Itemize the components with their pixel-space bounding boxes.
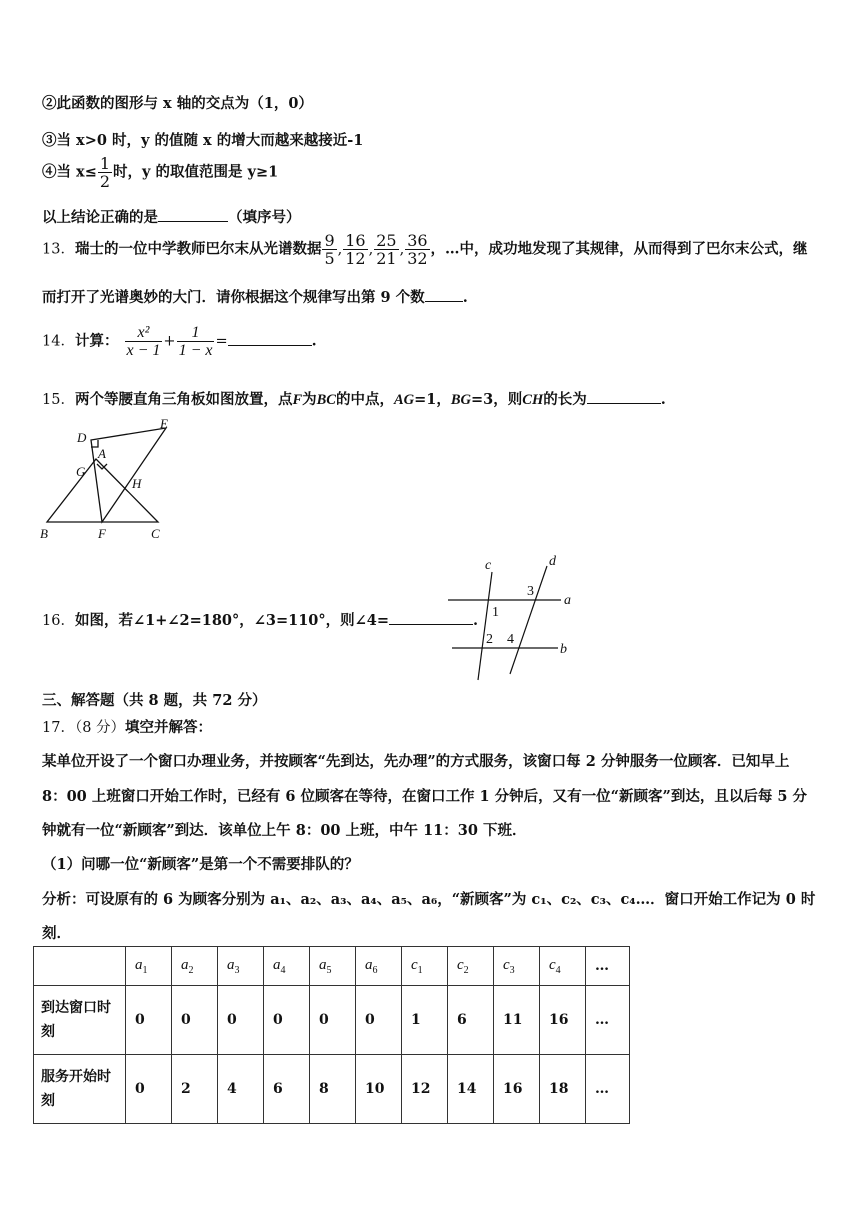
question-number: 15． (42, 392, 75, 408)
q15-line (42, 388, 666, 409)
table-cell: 11 (494, 986, 540, 1055)
row-label-service-start: 服务开始时 刻 (34, 1055, 126, 1124)
q15-figure (36, 414, 186, 544)
q15-text: 的中点， (335, 391, 394, 408)
q16-text: 如图，若∠1+∠2=180°，∠3=110°，则∠4= (74, 612, 390, 629)
q13-fraction-3 (374, 232, 398, 267)
q12-conclusion-suffix: （填序号） (228, 209, 301, 226)
frac-numerator: 25 (376, 231, 397, 250)
table-header-cell: $a_2$ (172, 947, 218, 986)
fig15-label-e: E (160, 416, 168, 431)
table-cell: 1 (402, 986, 448, 1055)
frac-denominator: 12 (345, 249, 366, 268)
row-label-arrival: 到达窗口时 刻 (34, 986, 126, 1055)
q15-text: 为 (302, 391, 317, 408)
section-title: 三、解答题（共 8 题，共 72 分） (42, 692, 267, 709)
table-header-cell: $a_1$ (126, 947, 172, 986)
table-cell: 8 (310, 1055, 356, 1124)
table-header-cell: $c_4$ (540, 947, 586, 986)
question-number: 13． (42, 241, 75, 258)
frac-denominator: 21 (376, 249, 397, 268)
table-header-cell: $c_1$ (402, 947, 448, 986)
frac-numerator: 1 (99, 154, 111, 173)
q13-fraction-2 (343, 232, 367, 267)
q14-fraction-1 (125, 324, 163, 359)
q17-subquestion-1: （1）问哪一位“新顾客”是第一个不需要排队的？ (42, 856, 359, 873)
fig15-label-b: B (40, 526, 48, 541)
q12-conclusion (42, 206, 301, 227)
table-cell: 4 (218, 1055, 264, 1124)
table-cell: 0 (126, 986, 172, 1055)
frac-numerator: 16 (345, 231, 366, 250)
fig15-label-d: D (77, 430, 87, 445)
q15-text: 的长为 (543, 391, 587, 408)
fig15-label-f: F (98, 526, 106, 541)
q17-paragraph-1: 某单位开设了一个窗口办理业务，并按顾客“先到达，先办理”的方式服务，该窗口每 2 分钟服务一位顾客．已知早上 (42, 753, 790, 770)
answer-blank[interactable] (587, 391, 661, 404)
table-cell: 0 (310, 986, 356, 1055)
q14-prefix: 计算： (74, 332, 119, 350)
q16-end: . (473, 612, 479, 629)
table-cell: 0 (356, 986, 402, 1055)
question-number: 16． (42, 613, 75, 629)
arrival-table (33, 946, 630, 1124)
answer-blank[interactable] (425, 289, 463, 302)
fig16-label-c: c (485, 558, 492, 573)
table-cell: … (586, 1055, 630, 1124)
q13-line-2 (42, 286, 468, 307)
q13-fraction-4 (405, 232, 429, 267)
fig16-angle-4: 4 (507, 632, 514, 647)
q13-line-1: 13．瑞士的一位中学教师巴尔末从光谱数据 $\frac{9}{5}$ , $\frac{16}{12}$ , $\frac{25}{21}$ , $\frac{36}{32}$ ，…中，成功地发现了其规律，从而得到了巴尔末公式，继 (42, 231, 808, 268)
table-header-cell: … (586, 947, 630, 986)
frac-numerator: 1 (191, 324, 200, 341)
fig16-label-b: b (560, 642, 567, 657)
fig16-angle-1: 1 (492, 605, 499, 620)
frac-denominator: 2 (99, 172, 111, 191)
table-cell: 10 (356, 1055, 402, 1124)
table-cell: 16 (540, 986, 586, 1055)
answer-blank[interactable] (158, 209, 228, 222)
q17-paragraph-3: 钟就有一位“新顾客”到达．该单位上午 8：00 上班，中午 11：30 下班． (42, 822, 527, 839)
table-row (34, 986, 630, 1055)
frac-denominator: 1 − x (178, 342, 213, 359)
table-cell: 18 (540, 1055, 586, 1124)
q12-4-prefix: ④当 x≤ (42, 163, 97, 181)
q15-text: 两个等腰直角三角板如图放置，点 (74, 391, 293, 408)
q15-var: CH (522, 392, 544, 408)
table-cell: 0 (172, 986, 218, 1055)
fig15-label-g: G (76, 464, 86, 479)
q12-statement-4 (42, 155, 278, 190)
q14-fraction-2 (177, 324, 215, 359)
frac-numerator: 36 (407, 231, 428, 250)
q15-var: F (292, 392, 303, 408)
q15-var: AG (393, 392, 415, 408)
question-number: 17．（8 分） (42, 720, 126, 736)
table-header-cell: $c_2$ (448, 947, 494, 986)
frac-numerator: x² (137, 324, 150, 341)
table-header-cell: $a_4$ (264, 947, 310, 986)
table-cell: … (586, 986, 630, 1055)
q12-statement-3: ③当 x>0 时，y 的值随 x 的增大而越来越接近-1 (42, 132, 364, 149)
fig16-label-d: d (549, 554, 556, 569)
fig15-label-c: C (151, 526, 160, 541)
answer-blank[interactable] (228, 333, 312, 346)
q16-figure (440, 552, 590, 684)
q15-end: . (660, 391, 666, 408)
q17-header (42, 716, 212, 737)
q17-analysis-1: 分析：可设原有的 6 为顾客分别为 a₁、a₂、a₃、a₄、a₅、a₆，“新顾客”为 c₁、c₂、c₃、c₄…．窗口开始工作记为 0 时 (42, 891, 816, 908)
q17-paragraph-2: 8：00 上班窗口开始工作时，已经有 6 位顾客在等待，在窗口工作 1 分钟后，又有一位“新顾客”到达，且以后每 5 分 (42, 788, 808, 805)
q15-var: BG (450, 392, 472, 408)
table-cell: 0 (264, 986, 310, 1055)
q12-4-suffix: 时，y 的取值范围是 y≥1 (113, 163, 279, 181)
q12-4-fraction (98, 155, 112, 190)
fig16-angle-2: 2 (486, 632, 493, 647)
q14-line (42, 324, 317, 359)
table-cell: 16 (494, 1055, 540, 1124)
q13-line-2-text: 而打开了光谱奥妙的大门．请你根据这个规律写出第 9 个数 (42, 289, 425, 306)
table-cell: 0 (218, 986, 264, 1055)
table-header-cell: $a_6$ (356, 947, 402, 986)
table-cell: 12 (402, 1055, 448, 1124)
table-header-cell: $c_3$ (494, 947, 540, 986)
fig15-label-h: H (132, 476, 142, 491)
equals-sign: = (215, 333, 228, 350)
table-header-cell: $a_3$ (218, 947, 264, 986)
table-cell: 2 (172, 1055, 218, 1124)
table-header-cell: $a_5$ (310, 947, 356, 986)
fig16-label-a: a (564, 593, 571, 608)
fig15-label-a: A (98, 446, 106, 461)
q13-text-2: ，…中，成功地发现了其规律，从而得到了巴尔末公式，继 (430, 240, 808, 258)
frac-denominator: 32 (407, 249, 428, 268)
q14-end: . (311, 332, 317, 350)
frac-denominator: x − 1 (126, 342, 161, 359)
q12-statement-2: ②此函数的图形与 x 轴的交点为（1，0） (42, 95, 313, 112)
q17-title: 填空并解答： (125, 719, 213, 736)
q13-fraction-1 (322, 232, 336, 267)
table-cell: 0 (126, 1055, 172, 1124)
frac-denominator: 5 (324, 249, 335, 268)
plus-sign: + (163, 333, 176, 350)
fig16-angle-3: 3 (527, 584, 534, 599)
q17-analysis-2: 刻． (42, 925, 71, 942)
q13-line-2-end: . (462, 289, 468, 306)
q15-var: BC (316, 392, 336, 408)
table-cell: 14 (448, 1055, 494, 1124)
table-row (34, 1055, 630, 1124)
q15-text: =1， (414, 391, 451, 408)
q12-conclusion-prefix: 以上结论正确的是 (42, 209, 158, 226)
table-cell: 6 (264, 1055, 310, 1124)
q13-text-1: 瑞士的一位中学教师巴尔末从光谱数据 (74, 240, 322, 258)
table-corner-cell (34, 947, 126, 986)
question-number: 14． (42, 333, 75, 350)
table-cell: 6 (448, 986, 494, 1055)
q15-text: =3，则 (471, 391, 523, 408)
table-header-row (34, 947, 630, 986)
q16-line (42, 609, 478, 630)
frac-numerator: 9 (324, 231, 335, 250)
